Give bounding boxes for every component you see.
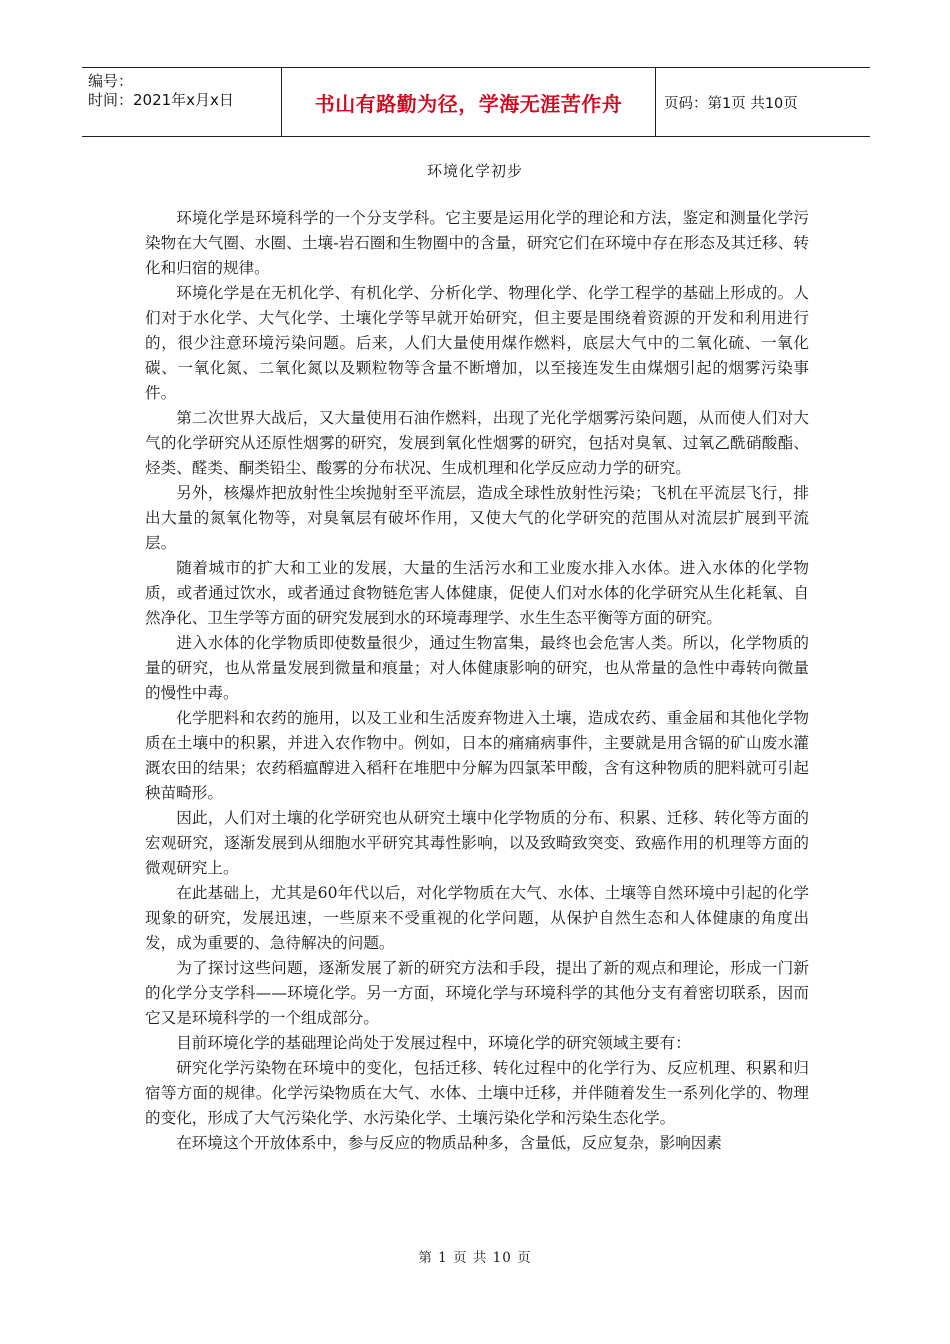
paragraph: 另外，核爆炸把放射性尘埃抛射至平流层，造成全球性放射性污染；飞机在平流层飞行，排出大量的氮氧化物等，对臭氧层有破坏作用，又使大气的化学研究的范围从对流层扩展到平流层。: [145, 484, 809, 552]
document-title: 环境化学初步: [426, 162, 523, 180]
paragraph: 环境化学是环境科学的一个分支学科。它主要是运用化学的理论和方法，鉴定和测量化学污染物在大气圈、水圈、土壤-岩石圈和生物圈中的含量，研究它们在环境中存在形态及其迁移、转化和归宿的规律。: [145, 209, 809, 277]
header-motto: 书山有路勤为径，学海无涯苦作舟: [282, 68, 656, 136]
header-meta: [82, 68, 282, 136]
paragraph: 目前环境化学的基础理论尚处于发展过程中，环境化学的研究领域主要有：: [176, 1034, 691, 1052]
paragraph: 在环境这个开放体系中，参与反应的物质品种多，含量低，反应复杂，影响因素: [176, 1134, 722, 1152]
date-label: 时间：2021年x月x日: [88, 91, 234, 109]
header-page-info: 页码：第1页 共10页: [664, 95, 798, 112]
paragraph: 随着城市的扩大和工业的发展，大量的生活污水和工业废水排入水体。进入水体的化学物质，或者通过饮水，或者通过食物链危害人体健康，促使人们对水体的化学研究从生化耗氧、自然净化、卫生学等方面的研究发展到水的环境毒理学、水生生态平衡等方面的研究。: [145, 559, 809, 627]
number-label: 编号：: [88, 72, 134, 90]
document-body: [145, 206, 809, 1156]
paragraph: 在此基础上，尤其是60年代以后，对化学物质在大气、水体、土壤等自然环境中引起的化学现象的研究，发展迅速，一些原来不受重视的化学问题，从保护自然生态和人体健康的角度出发，成为重要的、急待解决的问题。: [145, 884, 809, 952]
paragraph: 第二次世界大战后，又大量使用石油作燃料，出现了光化学烟雾污染问题，从而使人们对大气的化学研究从还原性烟雾的研究，发展到氧化性烟雾的研究，包括对臭氧、过氧乙酰硝酸酯、烃类、醛类、酮类铅尘、酸雾的分布状况、生成机理和化学反应动力学的研究。: [145, 409, 809, 477]
paragraph: 因此，人们对土壤的化学研究也从研究土壤中化学物质的分布、积累、迁移、转化等方面的宏观研究，逐渐发展到从细胞水平研究其毒性影响，以及致畸致突变、致癌作用的机理等方面的微观研究上。: [145, 809, 809, 877]
paragraph: 研究化学污染物在环境中的变化，包括迁移、转化过程中的化学行为、反应机理、积累和归宿等方面的规律。化学污染物质在大气、水体、土壤中迁移，并伴随着发生一系列化学的、物理的变化，形成了大气污染化学、水污染化学、土壤污染化学和污染生态化学。: [145, 1059, 809, 1127]
paragraph: 为了探讨这些问题，逐渐发展了新的研究方法和手段，提出了新的观点和理论，形成一门新的化学分支学科——环境化学。另一方面，环境化学与环境科学的其他分支有着密切联系，因而它又是环境科学的一个组成部分。: [145, 959, 809, 1027]
paragraph: 环境化学是在无机化学、有机化学、分析化学、物理化学、化学工程学的基础上形成的。人们对于水化学、大气化学、土壤化学等早就开始研究，但主要是围绕着资源的开发和利用进行的，很少注意环境污染问题。后来，人们大量使用煤作燃料，底层大气中的二氧化硫、一氧化碳、一氧化氮、二氧化氮以及颗粒物等含量不断增加，以至接连发生由煤烟引起的烟雾污染事件。: [145, 284, 809, 402]
header-table: [82, 67, 870, 137]
paragraph: 化学肥料和农药的施用，以及工业和生活废弃物进入土壤，造成农药、重金届和其他化学物质在土壤中的积累，并进入农作物中。例如，日本的痛痛病事件，主要就是用含镉的矿山废水灌溉农田的结果；农药稻瘟醇进入稻秆在堆肥中分解为四氯苯甲酸，含有这种物质的肥料就可引起秧苗畸形。: [145, 709, 809, 802]
paragraph: 进入水体的化学物质即使数量很少，通过生物富集，最终也会危害人类。所以，化学物质的量的研究，也从常量发展到微量和痕量；对人体健康影响的研究，也从常量的急性中毒转向微量的慢性中毒。: [145, 634, 809, 702]
page-footer: 第 1 页 共 10 页: [418, 1250, 532, 1266]
